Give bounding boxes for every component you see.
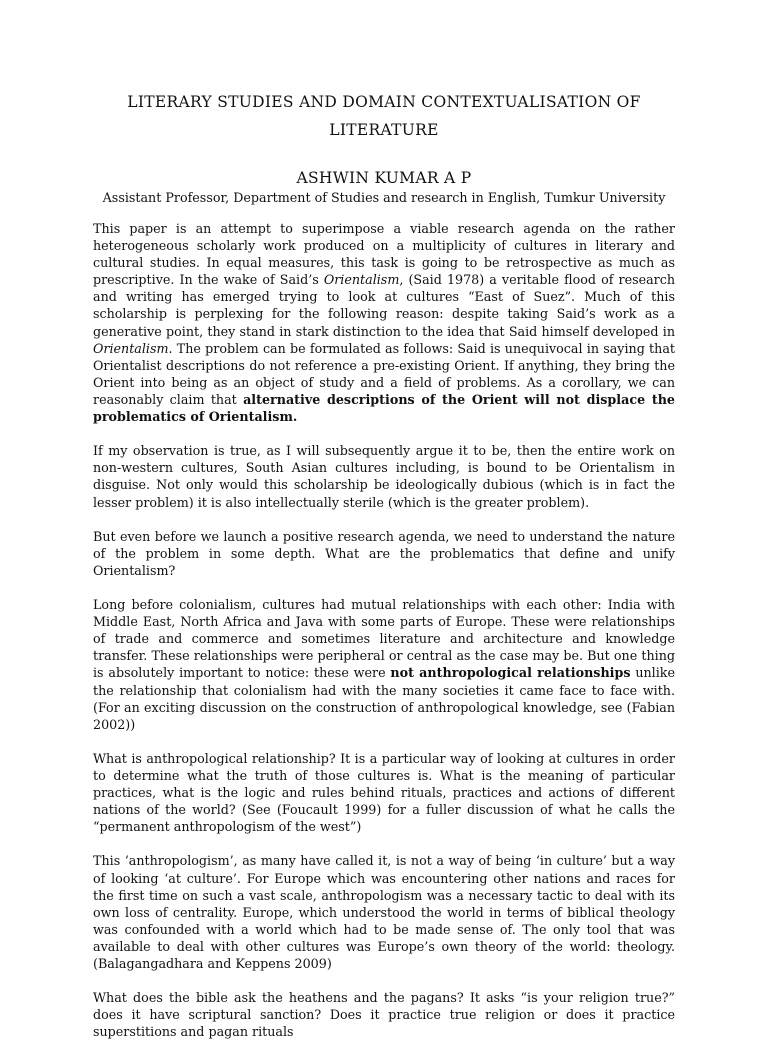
paragraph-text: . The problem can be formulated as follows: Said is unequivocal in saying that Orientalist descriptions do not reference a pre-existing Orient. If anything, they bring the Orient into being as an object of study and a field of problems. As a corollary, we can reasonably claim that: [93, 340, 675, 407]
paragraph-4: [93, 596, 675, 733]
bold-phrase: not anthropological relationships: [390, 665, 631, 681]
paragraph-2: If my observation is true, as I will subsequently argue it to be, then the entire work on non-western cultures, South Asian cultures including, is bound to be Orientalism in disguise. Not only would this scholarship be ideologically dubious (which is in fact the lesser problem) it is also intellectually sterile (which is the greater problem).: [93, 443, 675, 510]
page-title: LITERARY STUDIES AND DOMAIN CONTEXTUALISATION OF LITERATURE: [127, 93, 641, 139]
article-body: [93, 220, 675, 1058]
paragraph-text: , (Said 1978) a veritable flood of research and writing has emerged trying to look at cultures “East of Suez”. Much of this scholarship is perplexing for the following reason: despite taking Said’s work as a generative point, they stand in stark distinction to the idea that Said himself developed in: [93, 272, 676, 339]
paragraph-3: But even before we launch a positive research agenda, we need to understand the nature of the problem in some depth. What are the problematics that define and unify Orientalism?: [93, 528, 675, 578]
author-affiliation: Assistant Professor, Department of Studies and research in English, Tumkur University: [102, 190, 666, 205]
author-name: ASHWIN KUMAR A P: [296, 169, 472, 187]
paragraph-text: unlike the relationship that colonialism had with the many societies it came face to face with. (For an exciting discussion on the construction of anthropological knowledge, see (Fabian 2002)): [93, 665, 675, 732]
paragraph-7: What does the bible ask the heathens and the pagans? It asks “is your religion true?” does it have scriptural sanction? Does it practice true religion or does it practice superstitions and pagan rituals: [93, 990, 675, 1040]
italic-title: Orientalism: [323, 272, 400, 288]
paragraph-1: [93, 220, 675, 425]
bold-claim: alternative descriptions of the Orient will not displace the problematics of Orientalism.: [93, 391, 675, 425]
paragraph-text: Long before colonialism, cultures had mutual relationships with each other: India with Middle East, North Africa and Java with some parts of Europe. These were relationships of trade and commerce and sometimes literature and architecture and knowledge transfer. These relationships were peripheral or central as the case may be. But one thing is absolutely important to notice: these were: [93, 597, 675, 681]
paragraph-5: What is anthropological relationship? It is a particular way of looking at cultures in order to determine what the truth of those cultures is. What is the meaning of particular practices, what is the logic and rules behind rituals, practices and actions of different nations of the world? (See (Foucault 1999) for a fuller discussion of what he calls the “permanent anthropologism of the west”): [93, 750, 675, 835]
paragraph-text: This paper is an attempt to superimpose a viable research agenda on the rather heterogeneous scholarly work produced on a multiplicity of cultures in literary and cultural studies. In equal measures, this task is going to be retrospective as much as prescriptive. In the wake of Said’s: [93, 221, 675, 288]
italic-title: Orientalism: [93, 340, 169, 356]
paragraph-6: This ‘anthropologism’, as many have called it, is not a way of being ‘in culture’ but a way of looking ‘at culture’. For Europe which was encountering other nations and races for the first time on such a vast scale, anthropologism was a necessary tactic to deal with its own loss of centrality. Europe, which understood the world in terms of biblical theology was confounded with a world which had to be made sense of. The only tool that was available to deal with other cultures was Europe’s own theory of the world: theology. (Balagangadhara and Keppens 2009): [93, 853, 675, 972]
